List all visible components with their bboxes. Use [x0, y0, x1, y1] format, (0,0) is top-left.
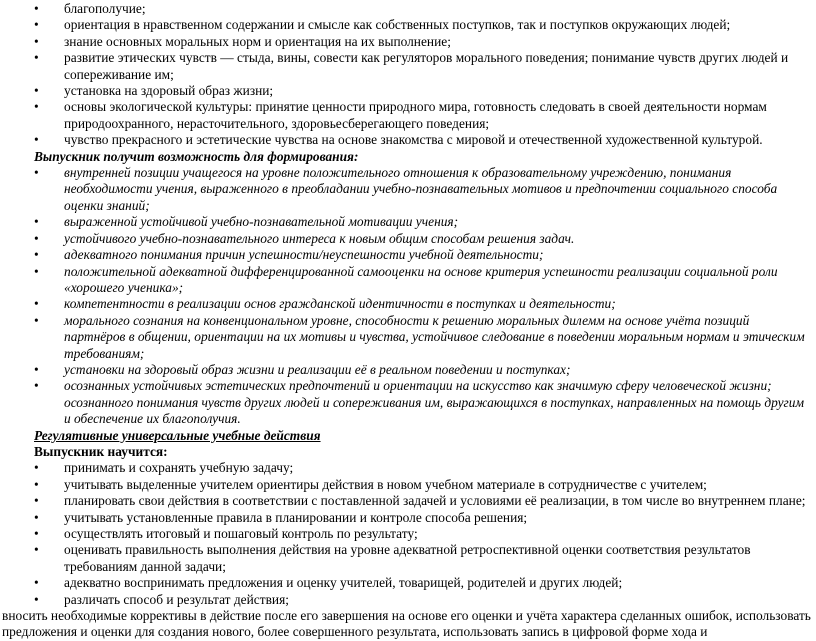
list-item: [2, 526, 812, 542]
list-item-text: развитие этических чувств — стыда, вины, совести как регуляторов морального поведения; понимание чувств других людей и сопереживание им;: [64, 50, 789, 82]
bullet-icon: •: [34, 509, 39, 525]
bullet-icon: •: [34, 132, 39, 148]
list-item-text: положительной адекватной дифференцированной самооценки на основе критерия успешности реализации социальной роли «хорошего ученика»;: [64, 263, 778, 295]
bullet-icon: •: [34, 33, 39, 49]
final-paragraph: вносить необходимые коррективы в действие после его завершения на основе его оценки и учёта характера сделанных ошибок, использовать предложения и оценки для создания нового, более совершенного результата, использовать запись в цифровой форме хода и: [2, 608, 811, 640]
list-item-text: принимать и сохранять учебную задачу;: [64, 460, 294, 476]
list-item: [2, 132, 812, 148]
list-item-text: внутренней позиции учащегося на уровне положительного отношения к образовательному учреждению, понимания необходимости учения, выраженного в преобладании учебно-познавательных мотивов и предпочтении социального способа оценки знаний;: [64, 165, 778, 213]
bullet-icon: •: [34, 230, 39, 246]
list-item: [2, 34, 812, 50]
list-item-text: оценивать правильность выполнения действия на уровне адекватной ретроспективной оценки соответствия результатов требованиям данной задачи;: [64, 542, 751, 574]
bullet-icon: •: [34, 361, 39, 377]
list-item-text: осуществлять итоговый и пошаговый контроль по результату;: [64, 526, 418, 541]
bullet-icon: •: [34, 1, 39, 16]
bullet-icon: •: [34, 247, 39, 263]
bullet-icon: •: [34, 476, 39, 492]
opportunity-list: [2, 165, 812, 428]
list-item: [2, 99, 812, 132]
learner-heading: Выпускник научится:: [34, 443, 168, 459]
bullet-icon: •: [34, 263, 39, 279]
opportunity-heading: Выпускник получит возможность для формирования:: [34, 148, 359, 164]
bullet-icon: •: [34, 378, 39, 394]
list-item: [2, 296, 812, 312]
list-item-text: планировать свои действия в соответствии с поставленной задачей и условиями её реализации, в том числе во внутреннем плане;: [64, 493, 806, 509]
list-item-text: основы экологической культуры: принятие ценности природного мира, готовность следовать в своей деятельности нормам природоохранного, нерасточительного, здоровьесберегающего поведения;: [64, 99, 767, 131]
list-item-text: морального сознания на конвенциональном уровне, способности к решению моральных дилемм на основе учёта позиций партнёров в общении, ориентации на их мотивы и чувства, устойчивое следование в поведении моральным нормам и этическим требованиям;: [64, 312, 805, 361]
bullet-icon: •: [34, 591, 39, 607]
bullet-icon: •: [34, 542, 39, 558]
list-item-text: установки на здоровый образ жизни и реализации её в реальном поведении и поступках;: [64, 361, 571, 377]
bullet-icon: •: [34, 50, 39, 66]
list-item: [2, 510, 812, 526]
list-item: [2, 592, 812, 608]
list-item-text: осознанных устойчивых эстетических предпочтений и ориентации на искусство как значимую сферу человеческой жизни; осознанного понимания чувств других людей и сопереживания им, выражающихся в поступках, направленных на помощь другим и обеспечение их благополучия.: [64, 378, 805, 427]
list-item-text: чувство прекрасного и эстетические чувства на основе знакомства с мировой и отечественной художественной культурой.: [64, 132, 763, 148]
list-item-text: ориентация в нравственном содержании и смысле как собственных поступков, так и поступков окружающих людей;: [64, 17, 731, 33]
list-item: [2, 460, 812, 476]
list-item-text: учитывать выделенные учителем ориентиры действия в новом учебном материале в сотрудничестве с учителем;: [64, 476, 707, 492]
list-item: [2, 575, 812, 591]
list-item: [2, 264, 812, 297]
bullet-icon: •: [34, 575, 39, 591]
list-item-text: адекватно воспринимать предложения и оценку учителей, товарищей, родителей и других людей;: [64, 575, 623, 591]
list-item-text: адекватного понимания причин успешности/неуспешности учебной деятельности;: [64, 247, 544, 263]
list-item: [2, 313, 812, 362]
list-item-text: различать способ и результат действия;: [64, 591, 289, 607]
list-item: [2, 542, 812, 575]
list-item: [2, 165, 812, 214]
bullet-icon: •: [34, 165, 39, 181]
bullet-icon: •: [34, 214, 39, 230]
regulatory-list: [2, 460, 812, 608]
list-item-text: установка на здоровый образ жизни;: [64, 83, 274, 99]
regulatory-heading: Регулятивные универсальные учебные действия: [34, 427, 321, 443]
list-item: [2, 214, 812, 230]
list-item: [2, 50, 812, 83]
bullet-icon: •: [34, 99, 39, 115]
bullet-icon: •: [34, 17, 39, 33]
list-item: [2, 247, 812, 263]
bullet-icon: •: [34, 83, 39, 99]
bullet-icon: •: [34, 312, 39, 328]
list-item: [2, 378, 812, 427]
list-item: [2, 1, 812, 17]
personal-results-list: [2, 1, 812, 149]
bullet-icon: •: [34, 460, 39, 476]
list-item-text: знание основных моральных норм и ориентация на их выполнение;: [64, 33, 451, 49]
list-item-text: выраженной устойчивой учебно-познавательной мотивации учения;: [64, 214, 459, 230]
list-item: [2, 477, 812, 493]
list-item-text: благополучие;: [64, 1, 146, 16]
list-item-text: компетентности в реализации основ гражданской идентичности в поступках и деятельности;: [64, 296, 616, 312]
list-item: [2, 231, 812, 247]
bullet-icon: •: [34, 493, 39, 509]
list-item: [2, 17, 812, 33]
list-item: [2, 493, 812, 509]
list-item: [2, 83, 812, 99]
list-item-text: устойчивого учебно-познавательного интереса к новым общим способам решения задач.: [64, 230, 575, 246]
bullet-icon: •: [34, 296, 39, 312]
bullet-icon: •: [34, 526, 39, 541]
list-item-text: учитывать установленные правила в планировании и контроле способа решения;: [64, 509, 528, 525]
list-item: [2, 362, 812, 378]
